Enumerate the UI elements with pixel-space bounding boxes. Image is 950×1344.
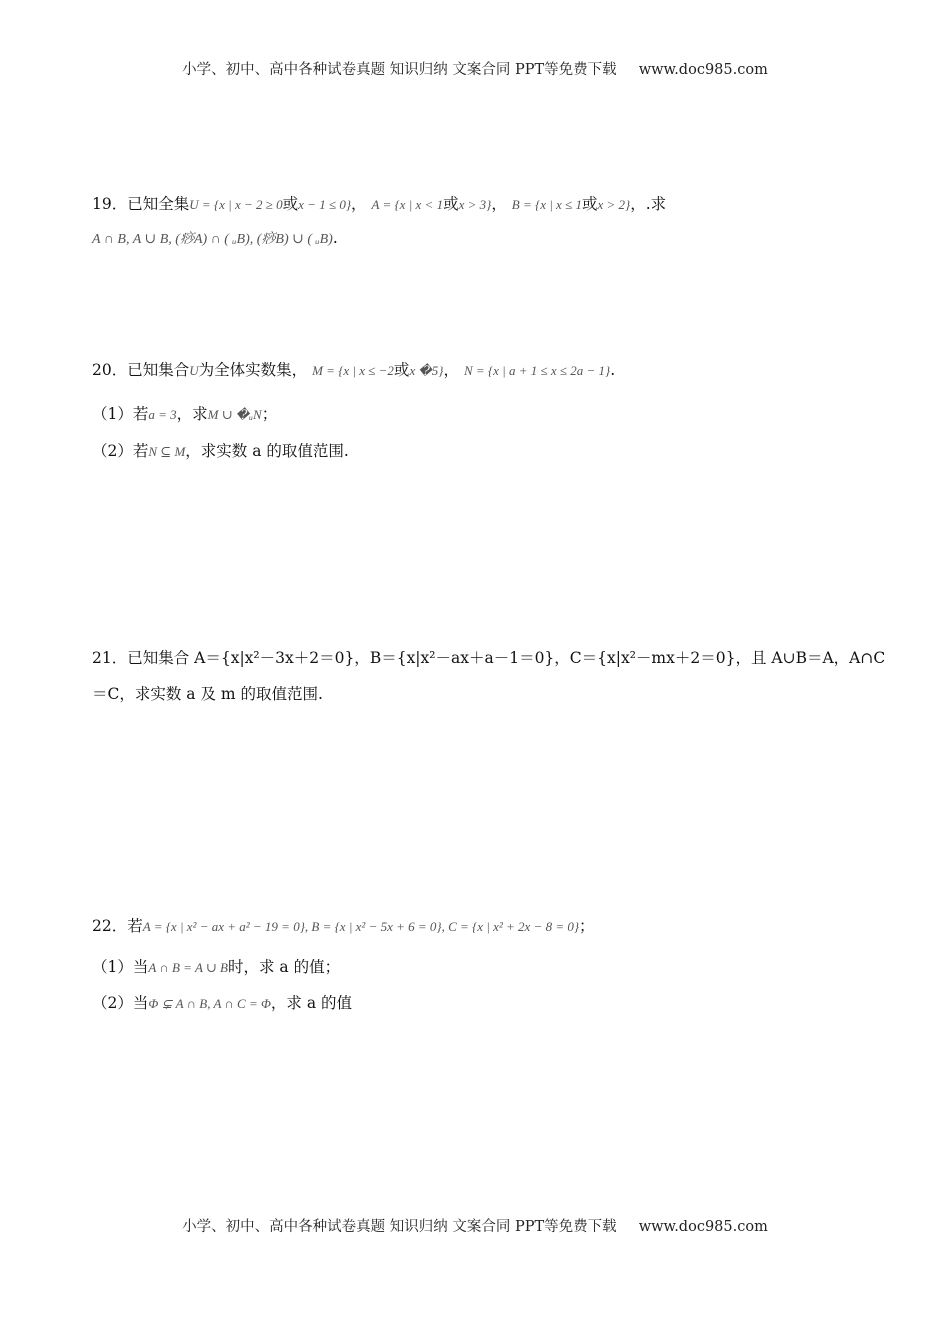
math-expression: A = {x | x < 1 (371, 197, 444, 212)
question-19-line-2: A ∩ B, A ∪ B, (痧A) ∩ ( ᵤB), (痧B) ∪ ( ᵤB). (92, 229, 338, 247)
question-number: 20． (92, 361, 128, 379)
question-20-sub-2: （2）若N ⊆ M，求实数 a 的取值范围. (92, 442, 349, 460)
math-expression: M ∪ �ᵤN (207, 407, 262, 422)
math-expression: N ⊆ M (148, 444, 186, 459)
question-20-line-1: 20．已知集合U为全体实数集， M = {x | x ≤ −2或x �5}， N = {x | a + 1 ≤ x ≤ 2a − 1}. (92, 361, 616, 379)
math-expression: x > 2} (597, 197, 631, 212)
question-22-sub-1: （1）当A ∩ B = A ∪ B时，求 a 的值； (92, 958, 341, 976)
footer-url[interactable]: www.doc985.com (638, 1219, 768, 1235)
math-expression: a = 3 (148, 407, 177, 422)
header-text: 小学、初中、高中各种试卷真题 知识归纳 文案合同 PPT等免费下载 (182, 62, 617, 78)
page-footer (0, 1215, 950, 1236)
header-url[interactable]: www.doc985.com (638, 62, 768, 78)
question-22-line-1: 22．若A = {x | x² − ax + a² − 19 = 0}, B = {x | x² − 5x + 6 = 0}, C = {x | x² + 2x − 8 = 0}； (92, 917, 595, 935)
math-expression: B = {x | x ≤ 1 (511, 197, 582, 212)
math-expression: A = {x | x² − ax + a² − 19 = 0}, B = {x | x² − 5x + 6 = 0}, C = {x | x² + 2x − 8 = 0} (142, 919, 580, 934)
question-21-line-2: ＝C，求实数 a 及 m 的取值范围. (92, 685, 323, 703)
footer-text: 小学、初中、高中各种试卷真题 知识归纳 文案合同 PPT等免费下载 (182, 1219, 617, 1235)
question-19-line-1: 19．已知全集U = {x | x − 2 ≥ 0或x − 1 ≤ 0}， A = {x | x < 1或x > 3}， B = {x | x ≤ 1或x > 2}，.求 (92, 195, 667, 213)
question-22-sub-2: （2）当Φ ⊊ A ∩ B, A ∩ C = Φ，求 a 的值 (92, 994, 353, 1012)
math-expression: x > 3} (458, 197, 492, 212)
question-20-sub-1: （1）若a = 3，求M ∪ �ᵤN； (92, 405, 278, 423)
math-expression: M = {x | x ≤ −2 (312, 363, 394, 378)
math-expression: x �5} (409, 363, 444, 378)
math-expression: Φ ⊊ A ∩ B, A ∩ C = Φ (148, 996, 271, 1011)
question-number: 22． (92, 917, 128, 935)
math-expression: A ∩ B = A ∪ B (148, 960, 228, 975)
question-21-line-1: 21．已知集合 A＝{x|x²－3x＋2＝0}，B＝{x|x²－ax＋a－1＝0}，C＝{x|x²－mx＋2＝0}，且 A∪B＝A，A∩C (92, 649, 886, 667)
math-expression: A ∩ B, A ∪ B, (痧A) ∩ ( ᵤB), (痧B) ∪ ( ᵤB) (92, 232, 333, 247)
math-expression: U (189, 363, 199, 378)
question-number: 19． (92, 195, 128, 213)
math-expression: U = {x | x − 2 ≥ 0 (189, 197, 283, 212)
math-expression: N = {x | a + 1 ≤ x ≤ 2a − 1} (463, 363, 611, 378)
math-expression: x − 1 ≤ 0} (298, 197, 352, 212)
page-header (0, 58, 950, 79)
